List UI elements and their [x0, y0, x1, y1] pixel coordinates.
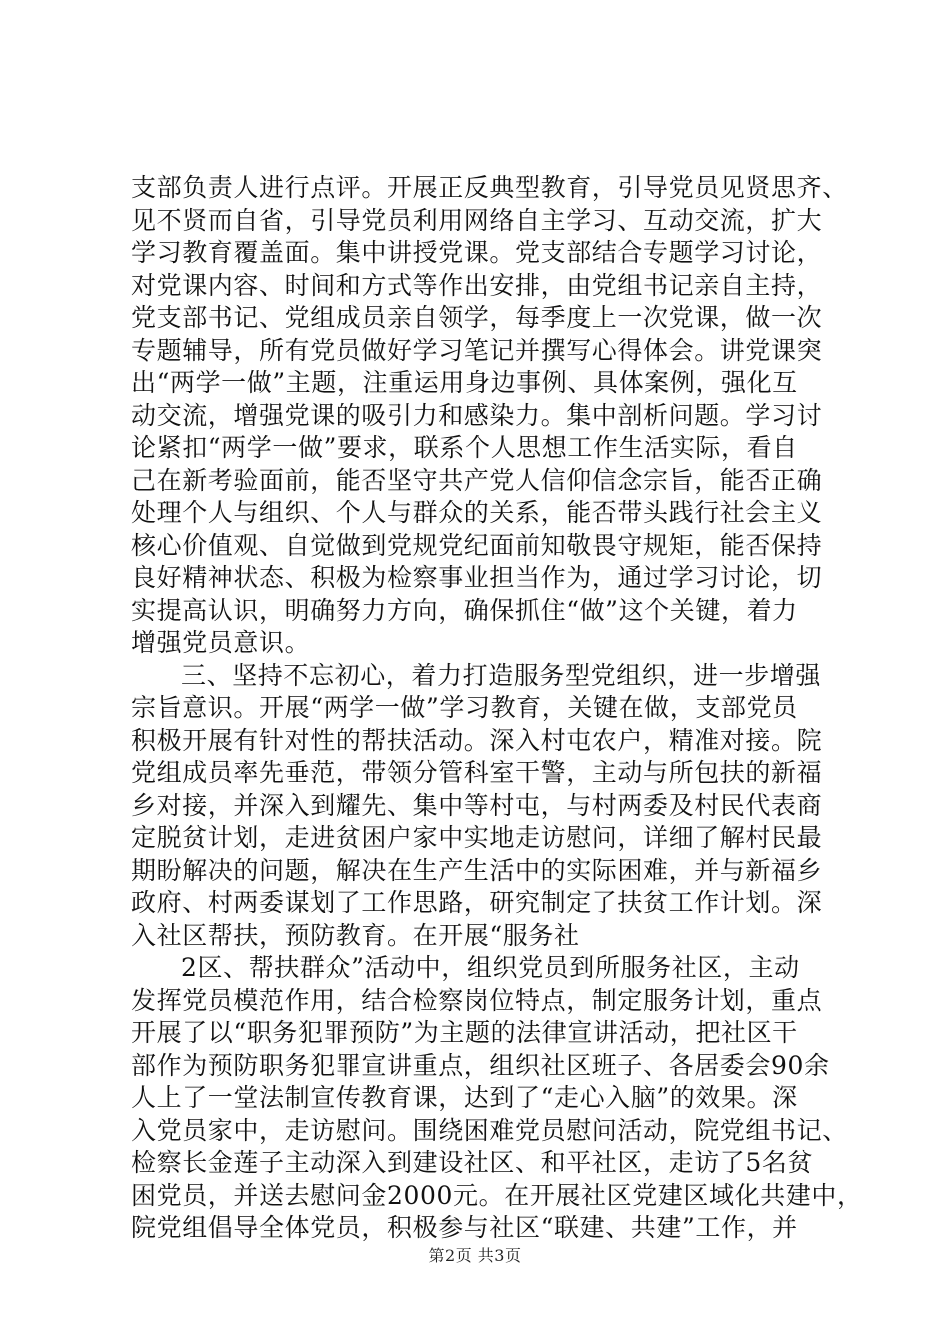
text-line: 动交流，增强党课的吸引力和感染力。集中剖析问题。学习讨 [131, 400, 823, 430]
text-line: 实提高认识，明确努力方向，确保抓住“做”这个关键，着力 [131, 595, 798, 625]
text-line: 院党组倡导全体党员，积极参与社区“联建、共建”工作，并 [131, 1213, 798, 1242]
page-footer: 第2页 共3页 [428, 1246, 522, 1265]
text-line: 入党员家中，走访慰问。围绕困难党员慰问活动，院党组书记、 [131, 1115, 848, 1145]
text-line: 出“两学一做”主题，注重运用身边事例、具体案例，强化互 [131, 368, 798, 397]
text-line: 部作为预防职务犯罪宣讲重点，组织社区班子、各居委会90余 [131, 1050, 830, 1080]
text-line: 开展了以“职务犯罪预防”为主题的法律宣讲活动，把社区干 [131, 1018, 798, 1047]
text-line: 积极开展有针对性的帮扶活动。深入村屯农户，精准对接。院 [131, 725, 823, 755]
text-line: 困党员，并送去慰问金2000元。在开展社区党建区域化共建中， [131, 1180, 863, 1210]
text-line: 见不贤而自省，引导党员利用网络自主学习、互动交流，扩大 [131, 205, 823, 235]
text-line: 核心价值观、自觉做到党规党纪面前知敬畏守规矩，能否保持 [131, 530, 823, 560]
text-line: 人上了一堂法制宣传教育课，达到了“走心入脑”的效果。深 [131, 1083, 798, 1112]
text-line: 检察长金莲子主动深入到建设社区、和平社区，走访了5名贫 [131, 1148, 814, 1177]
text-line: 党组成员率先垂范，带领分管科室干警，主动与所包扶的新福 [131, 758, 823, 787]
text-line: 定脱贫计划，走进贫困户家中实地走访慰问，详细了解村民最 [131, 823, 823, 852]
text-line: 支部负责人进行点评。开展正反典型教育，引导党员见贤思齐、 [131, 173, 848, 202]
text-line: 对党课内容、时间和方式等作出安排，由党组书记亲自主持， [131, 270, 823, 300]
text-line: 政府、村两委谋划了工作思路，研究制定了扶贫工作计划。深 [131, 888, 823, 917]
text-line: 入社区帮扶，预防教育。在开展“服务社 [131, 920, 580, 950]
text-line: 论紧扣“两学一做”要求，联系个人思想工作生活实际，看自 [131, 433, 798, 462]
text-line: 三、坚持不忘初心，着力打造服务型党组织，进一步增强 [181, 660, 822, 690]
text-line: 专题辅导，所有党员做好学习笔记并撰写心得体会。讲党课突 [131, 335, 823, 365]
text-line: 处理个人与组织、个人与群众的关系，能否带头践行社会主义 [131, 498, 823, 527]
text-line: 增强党员意识。 [131, 628, 311, 657]
text-line: 期盼解决的问题，解决在生产生活中的实际困难，并与新福乡 [131, 855, 823, 885]
text-line: 2区、帮扶群众”活动中，组织党员到所服务社区，主动 [181, 953, 800, 982]
text-line: 党支部书记、党组成员亲自领学，每季度上一次党课，做一次 [131, 303, 823, 332]
text-line: 良好精神状态、积极为检察事业担当作为，通过学习讨论，切 [131, 563, 823, 592]
text-line: 乡对接，并深入到耀先、集中等村屯，与村两委及村民代表商 [131, 790, 823, 820]
text-line: 发挥党员模范作用，结合检察岗位特点，制定服务计划，重点 [131, 985, 823, 1015]
text-line: 己在新考验面前，能否坚守共产党人信仰信念宗旨，能否正确 [131, 465, 823, 495]
document-body [131, 172, 863, 1245]
text-line: 宗旨意识。开展“两学一做”学习教育，关键在做，支部党员 [131, 693, 798, 722]
text-line: 学习教育覆盖面。集中讲授党课。党支部结合专题学习讨论， [131, 238, 823, 267]
